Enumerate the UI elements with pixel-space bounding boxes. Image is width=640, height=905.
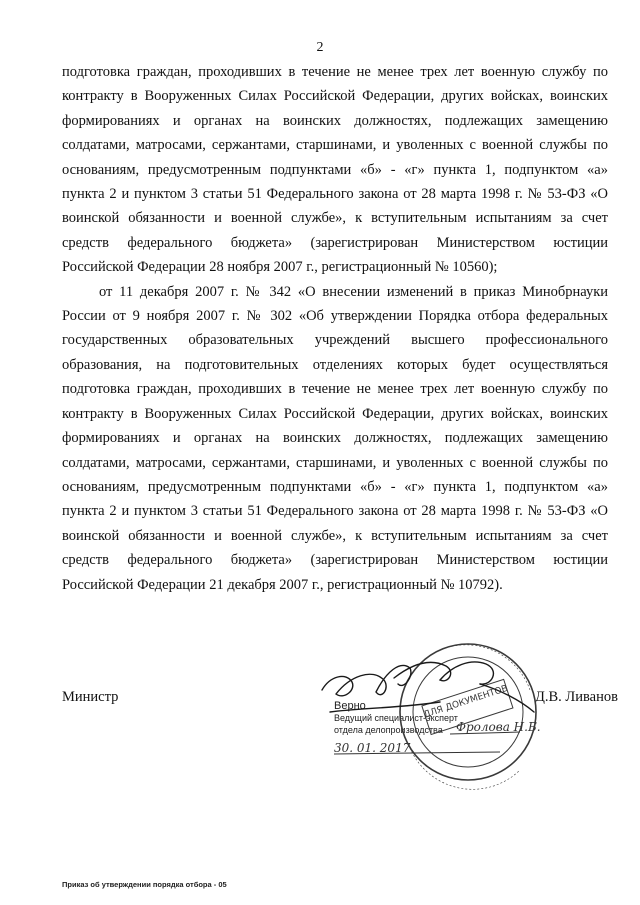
page-footer: Приказ об утверждении порядка отбора - 05 [62,880,227,889]
round-stamp-icon [400,644,536,789]
certification-department: отдела делопроизводства [334,725,443,735]
signer-position: Министр [62,689,119,705]
certification-title: Верно [334,700,366,712]
paragraph-2: от 11 декабря 2007 г. № 342 «О внесении изменений в приказ Минобрнауки России от 9 ноября 2007 г. № 302 «Об утверждении Порядка отбора федеральных государственных образовательных учреждений высшего профессионального образования, на подготовительных отделениях которых будет осуществляться подготовка граждан, проходивших в течение не менее трех лет военную службу по контракту в Вооруженных Силах Российской Федерации, других войсках, воинских формированиях и органах на воинских должностях, подлежащих замещению солдатами, матросами, сержантами, старшинами, и уволенных с военной службы по основаниям, предусмотренным подпунктами «б» - «г» пункта 1, подпунктом «а» пункта 2 и пунктом 3 статьи 51 Федерального закона от 28 марта 1998 г. № 53-ФЗ «О воинской обязанности и военной службе», к вступительным испытаниям за счет средств федерального бюджета» (зарегистрирован Министерством юстиции Российской Федерации 21 декабря 2007 г., регистрационный № 10792). [62,283,608,593]
certification-role: Ведущий специалист-эксперт [334,713,458,723]
certification-underline-icon [334,732,520,754]
paragraph-1: подготовка граждан, проходивших в течение не менее трех лет военную службу по контракту в Вооруженных Силах Российской Федерации, других войсках, воинских формированиях и органах на воинских должностях, подлежащих замещению солдатами, матросами, сержантами, старшинами, и уволенных с военной службы по основаниям, предусмотренным подпунктами «б» - «г» пункта 1, подпунктом «а» пункта 2 и пунктом 3 статьи 51 Федерального закона от 28 марта 1998 г. № 53-ФЗ «О воинской обязанности и военной службе», к вступительным испытаниям за счет средств федерального бюджета» (зарегистрирован Министерством юстиции Российской Федерации 28 ноября 2007 г., регистрационный № 10560); [62,64,608,276]
certification-handwritten-name: Фролова Н.Б. [456,720,541,734]
page-number: 2 [316,40,324,55]
signer-name: Д.В. Ливанов [535,689,618,705]
stamp-text: ДЛЯ ДОКУМЕНТОВ [422,683,510,721]
certification-handwritten-date: 30. 01. 2017 [334,741,411,755]
